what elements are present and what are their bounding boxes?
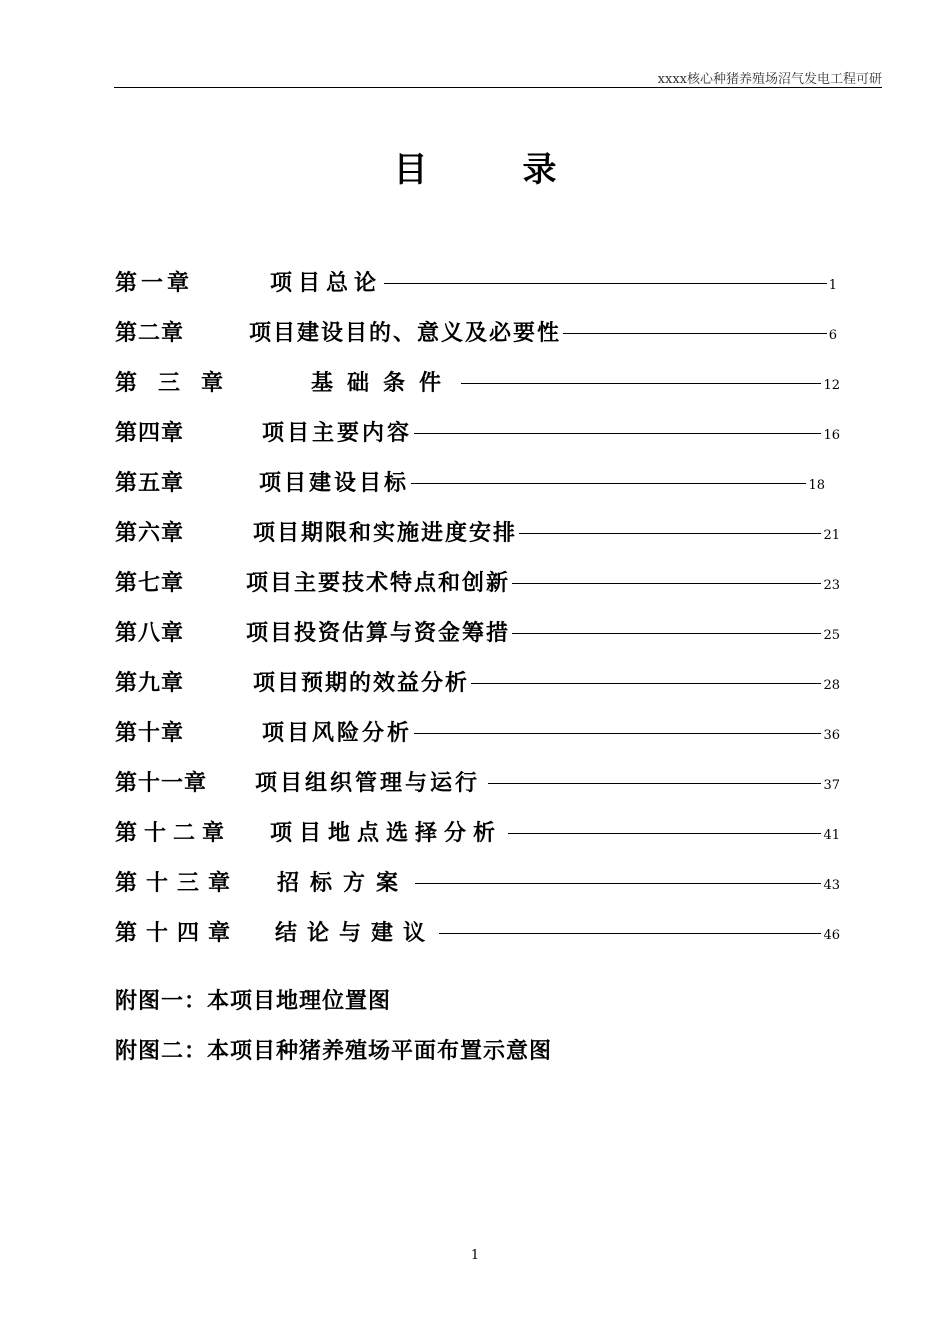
toc-leader-line <box>384 283 827 284</box>
toc-entry-11[interactable] <box>115 756 840 806</box>
toc-page-number: 18 <box>808 477 825 493</box>
toc-entry-title: 招标方案 <box>277 870 410 896</box>
toc-entry-5[interactable] <box>115 456 825 506</box>
toc-title-char-1: 目 <box>393 150 428 190</box>
toc-chapter: 第十三章 <box>115 870 240 896</box>
page-number: 1 <box>470 1248 480 1263</box>
toc-chapter: 第八章 <box>115 620 185 646</box>
toc-entry-title: 项目地点选择分析 <box>270 820 503 846</box>
header-divider <box>114 87 882 88</box>
toc-entry-8[interactable] <box>115 606 840 656</box>
appendix-entry-2[interactable]: 附图二：本项目种猪养殖场平面布置示意图 <box>115 1039 553 1064</box>
toc-leader-line <box>415 883 821 884</box>
toc-chapter: 第十二章 <box>115 820 232 846</box>
toc-chapter: 第二章 <box>115 320 185 346</box>
toc-entry-title: 项目主要技术特点和创新 <box>246 570 511 596</box>
toc-chapter: 第五章 <box>115 470 185 496</box>
toc-page-number: 6 <box>828 327 837 343</box>
toc-title <box>0 142 950 191</box>
toc-entry-13[interactable] <box>115 856 840 906</box>
toc-leader-line <box>439 933 821 934</box>
toc-chapter: 第十四章 <box>115 920 240 946</box>
toc-leader-line <box>512 583 821 584</box>
toc-leader-line <box>471 683 821 684</box>
toc-page-number: 1 <box>828 277 837 293</box>
toc-page-number: 41 <box>823 827 840 843</box>
toc-leader-line <box>414 433 821 434</box>
toc-entry-title: 项目组织管理与运行 <box>255 770 481 796</box>
toc-leader-line <box>512 633 821 634</box>
toc-entry-title: 项目建设目的、意义及必要性 <box>249 320 562 346</box>
toc-entry-title: 项目主要内容 <box>262 420 413 446</box>
toc-page-number: 12 <box>823 377 840 393</box>
toc-leader-line <box>414 733 821 734</box>
toc-page-number: 25 <box>823 627 840 643</box>
toc-leader-line <box>411 483 806 484</box>
toc-page-number: 43 <box>823 877 840 893</box>
toc-leader-line <box>519 533 821 534</box>
toc-entry-title: 项目建设目标 <box>259 470 410 496</box>
toc-leader-line <box>488 783 821 784</box>
toc-entry-6[interactable] <box>115 506 840 556</box>
toc-entry-3[interactable] <box>115 356 840 406</box>
toc-entry-10[interactable] <box>115 706 840 756</box>
toc-chapter: 第四章 <box>115 420 185 446</box>
appendix-entry-1[interactable]: 附图一：本项目地理位置图 <box>115 989 392 1014</box>
toc-page-number: 21 <box>823 527 840 543</box>
toc-chapter: 第十章 <box>115 720 185 746</box>
toc-chapter: 第六章 <box>115 520 185 546</box>
toc-page-number: 36 <box>823 727 840 743</box>
toc-page-number: 28 <box>823 677 840 693</box>
toc-entry-12[interactable] <box>115 806 840 856</box>
toc-entry-title: 项目期限和实施进度安排 <box>253 520 518 546</box>
toc-entry-14[interactable] <box>115 906 840 956</box>
toc-leader-line <box>563 333 827 334</box>
toc-page-number: 46 <box>823 927 840 943</box>
toc-entry-9[interactable] <box>115 656 840 706</box>
toc-chapter: 第十一章 <box>115 770 208 796</box>
toc-entry-7[interactable] <box>115 556 840 606</box>
toc-entry-title: 项目总论 <box>270 270 383 296</box>
toc-page-number: 37 <box>823 777 840 793</box>
toc-entry-4[interactable] <box>115 406 840 456</box>
toc-entry-1[interactable] <box>115 256 837 306</box>
toc-chapter: 第七章 <box>115 570 185 596</box>
toc-chapter: 第三章 <box>115 370 245 396</box>
toc-leader-line <box>508 833 821 834</box>
table-of-contents <box>115 256 840 956</box>
toc-page-number: 16 <box>823 427 840 443</box>
toc-page-number: 23 <box>823 577 840 593</box>
toc-chapter: 第九章 <box>115 670 185 696</box>
toc-chapter: 第一章 <box>115 270 194 296</box>
running-header: xxxx核心种猪养殖场沼气发电工程可研 <box>657 72 882 87</box>
toc-entry-title: 项目预期的效益分析 <box>253 670 470 696</box>
toc-entry-title: 项目投资估算与资金筹措 <box>246 620 511 646</box>
toc-entry-2[interactable] <box>115 306 837 356</box>
toc-leader-line <box>461 383 821 384</box>
toc-title-char-2: 录 <box>522 150 557 190</box>
toc-entry-title: 结论与建议 <box>275 920 436 946</box>
toc-entry-title: 项目风险分析 <box>262 720 413 746</box>
toc-entry-title: 基础条件 <box>311 370 456 396</box>
